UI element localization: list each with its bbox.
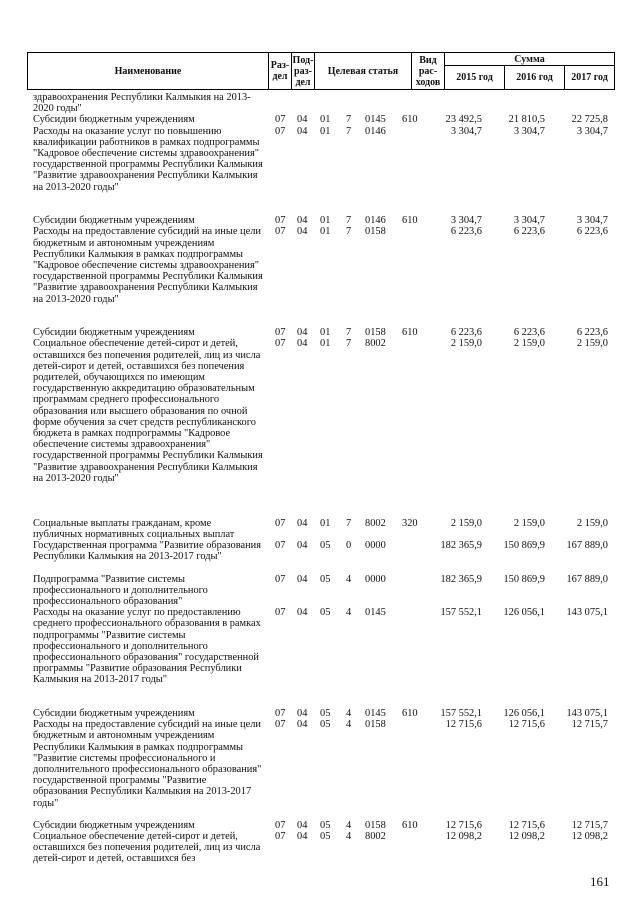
row-razdel: 07 bbox=[275, 226, 286, 238]
row-podrazdel: 04 bbox=[297, 719, 308, 731]
row-sum-2015: 2 159,0 bbox=[450, 338, 482, 350]
table-row bbox=[0, 327, 640, 338]
row-target-2: 7 bbox=[346, 215, 352, 227]
row-podrazdel: 04 bbox=[297, 215, 308, 227]
page-number: 161 bbox=[590, 874, 610, 889]
row-target-2: 4 bbox=[346, 607, 352, 619]
row-podrazdel: 04 bbox=[297, 819, 308, 831]
row-podrazdel: 04 bbox=[297, 338, 308, 350]
row-sum-2017: 2 159,0 bbox=[576, 338, 608, 350]
row-vid: 610 bbox=[402, 819, 418, 831]
row-razdel: 07 bbox=[275, 719, 286, 731]
row-name: Субсидии бюджетным учреждениям bbox=[33, 707, 195, 719]
row-sum-2015: 6 223,6 bbox=[450, 226, 482, 238]
row-sum-2016: 3 304,7 bbox=[513, 215, 545, 227]
row-sum-2015: 157 552,1 bbox=[440, 607, 482, 619]
row-target-1: 05 bbox=[320, 819, 331, 831]
row-sum-2015: 182 365,9 bbox=[440, 539, 482, 551]
row-sum-2016: 2 159,0 bbox=[513, 517, 545, 529]
row-target-1: 05 bbox=[320, 539, 331, 551]
row-razdel: 07 bbox=[275, 573, 286, 585]
table-row bbox=[0, 719, 640, 820]
row-name: здравоохранения Республики Калмыкия на 2013-2020 годы" bbox=[33, 92, 251, 115]
row-sum-2015: 2 159,0 bbox=[450, 517, 482, 529]
row-target-1: 01 bbox=[320, 125, 331, 137]
row-target-1: 01 bbox=[320, 226, 331, 238]
row-podrazdel: 04 bbox=[297, 573, 308, 585]
row-sum-2016: 150 869,9 bbox=[503, 539, 545, 551]
row-target-3: 0158 bbox=[365, 226, 386, 238]
row-name: Субсидии бюджетным учреждениям bbox=[33, 114, 195, 126]
row-target-3: 0145 bbox=[365, 114, 386, 126]
row-podrazdel: 04 bbox=[297, 831, 308, 843]
row-sum-2016: 2 159,0 bbox=[513, 338, 545, 350]
row-target-3: 0000 bbox=[365, 539, 386, 551]
row-razdel: 07 bbox=[275, 215, 286, 227]
row-target-1: 05 bbox=[320, 831, 331, 843]
table-row bbox=[0, 226, 640, 327]
row-name: Подпрограмма "Развитие системы профессионального и дополнительного профессионального образования" bbox=[33, 573, 208, 607]
table-row bbox=[0, 540, 640, 574]
row-sum-2017: 3 304,7 bbox=[576, 215, 608, 227]
row-vid: 320 bbox=[402, 517, 418, 529]
header-2017: 2017 год bbox=[565, 66, 615, 90]
row-razdel: 07 bbox=[275, 707, 286, 719]
row-target-3: 0000 bbox=[365, 573, 386, 585]
row-name: Социальное обеспечение детей-сирот и детей, оставшихся без попечения родителей, лиц из числа детей-сирот и детей, оставшихся без попечения родителей, обучающихся по имеющим государственную аккредитацию образовательным программам среднего профессионального образования или высшего образования по очной форме обучения за счет средств республиканского бюджета в рамках подпрограммы "Кадровое обеспечение системы здравоохранения" государственной программы Республики Калмыкия "Развитие здравоохранения Республики Калмыкия на 2013-2020 годы" bbox=[33, 338, 263, 484]
row-vid: 610 bbox=[402, 707, 418, 719]
row-target-3: 8002 bbox=[365, 517, 386, 529]
row-vid: 610 bbox=[402, 327, 418, 339]
row-podrazdel: 04 bbox=[297, 125, 308, 137]
row-name: Субсидии бюджетным учреждениям bbox=[33, 327, 195, 339]
row-target-3: 0145 bbox=[365, 607, 386, 619]
header-summa: Сумма bbox=[445, 53, 615, 66]
row-sum-2015: 182 365,9 bbox=[440, 573, 482, 585]
row-razdel: 07 bbox=[275, 831, 286, 843]
row-target-2: 7 bbox=[346, 226, 352, 238]
row-razdel: 07 bbox=[275, 607, 286, 619]
row-sum-2017: 6 223,6 bbox=[576, 327, 608, 339]
row-razdel: 07 bbox=[275, 539, 286, 551]
header-2015: 2015 год bbox=[445, 66, 505, 90]
table-row bbox=[0, 831, 640, 865]
table-row bbox=[0, 114, 640, 125]
table-row bbox=[0, 215, 640, 226]
row-sum-2016: 6 223,6 bbox=[513, 327, 545, 339]
header-name: Наименование bbox=[28, 53, 269, 90]
row-name: Субсидии бюджетным учреждениям bbox=[33, 215, 195, 227]
header-2016: 2016 год bbox=[505, 66, 565, 90]
row-name: Расходы на предоставление субсидий на иные цели бюджетным и автономным учреждениям Республики Калмыкия в рамках подпрограммы "Развитие системы профессионального и дополнительного профессионального образования" государственной программы "Развитие образования Республики Калмыкия на 2013-2017 годы" bbox=[33, 719, 262, 809]
row-sum-2017: 167 889,0 bbox=[566, 539, 608, 551]
row-sum-2017: 3 304,7 bbox=[576, 125, 608, 137]
row-target-1: 01 bbox=[320, 114, 331, 126]
table-row bbox=[0, 338, 640, 517]
row-sum-2015: 12 715,6 bbox=[445, 819, 482, 831]
row-target-1: 05 bbox=[320, 719, 331, 731]
header-podrazdel: Под-раз-дел bbox=[292, 54, 314, 88]
row-razdel: 07 bbox=[275, 517, 286, 529]
row-target-3: 0146 bbox=[365, 215, 386, 227]
row-name: Расходы на оказание услуг по предоставлению среднего профессионального образования в рамках подпрограммы "Развитие системы профессионального и дополнительного профессионального образования" государственной программы "Развитие образования Республики Калмыкия на 2013-2017 годы" bbox=[33, 607, 261, 686]
row-sum-2017: 2 159,0 bbox=[576, 517, 608, 529]
row-target-1: 01 bbox=[320, 215, 331, 227]
row-target-3: 0146 bbox=[365, 125, 386, 137]
row-target-2: 4 bbox=[346, 819, 352, 831]
row-target-3: 0145 bbox=[365, 707, 386, 719]
row-podrazdel: 04 bbox=[297, 707, 308, 719]
row-sum-2016: 12 715,6 bbox=[508, 819, 545, 831]
row-sum-2017: 143 075,1 bbox=[566, 607, 608, 619]
row-name: Социальные выплаты гражданам, кроме публичных нормативных социальных выплат bbox=[33, 517, 235, 540]
table-body bbox=[0, 92, 640, 865]
row-sum-2016: 6 223,6 bbox=[513, 226, 545, 238]
row-sum-2015: 12 098,2 bbox=[445, 831, 482, 843]
row-name: Расходы на предоставление субсидий на иные цели бюджетным и автономным учреждениям Республики Калмыкия в рамках подпрограммы "Кадровое обеспечение системы здравоохранения" государственной программы Республики Калмыкия "Развитие здравоохранения Республики Калмыкия на 2013-2020 годы" bbox=[33, 226, 263, 305]
table-row bbox=[0, 518, 640, 540]
row-target-2: 4 bbox=[346, 719, 352, 731]
row-target-2: 7 bbox=[346, 114, 352, 126]
row-target-3: 0158 bbox=[365, 327, 386, 339]
row-target-1: 05 bbox=[320, 607, 331, 619]
row-target-1: 05 bbox=[320, 707, 331, 719]
row-sum-2017: 22 725,8 bbox=[571, 114, 608, 126]
table-row bbox=[0, 126, 640, 216]
row-name: Субсидии бюджетным учреждениям bbox=[33, 819, 195, 831]
row-target-2: 4 bbox=[346, 831, 352, 843]
row-sum-2017: 143 075,1 bbox=[566, 707, 608, 719]
row-name: Социальное обеспечение детей-сирот и детей, оставшихся без попечения родителей, лиц из числа детей-сирот и детей, оставшихся без bbox=[33, 831, 261, 865]
table-row bbox=[0, 92, 640, 114]
row-sum-2015: 12 715,6 bbox=[445, 719, 482, 731]
row-vid: 610 bbox=[402, 114, 418, 126]
row-sum-2016: 12 715,6 bbox=[508, 719, 545, 731]
row-podrazdel: 04 bbox=[297, 539, 308, 551]
row-sum-2015: 157 552,1 bbox=[440, 707, 482, 719]
row-target-3: 0158 bbox=[365, 719, 386, 731]
row-sum-2015: 23 492,5 bbox=[445, 114, 482, 126]
row-sum-2017: 12 098,2 bbox=[571, 831, 608, 843]
table-row bbox=[0, 820, 640, 831]
row-podrazdel: 04 bbox=[297, 607, 308, 619]
row-target-2: 0 bbox=[346, 539, 352, 551]
header-razdel: Раз-дел bbox=[269, 53, 292, 90]
row-podrazdel: 04 bbox=[297, 517, 308, 529]
row-sum-2017: 12 715,7 bbox=[571, 819, 608, 831]
table-row bbox=[0, 574, 640, 608]
row-target-3: 0158 bbox=[365, 819, 386, 831]
row-sum-2016: 12 098,2 bbox=[508, 831, 545, 843]
row-name: Государственная программа "Развитие образования Республики Калмыкия на 2013-2017 годы" bbox=[33, 539, 262, 563]
row-sum-2016: 126 056,1 bbox=[503, 607, 545, 619]
row-sum-2015: 6 223,6 bbox=[450, 327, 482, 339]
row-sum-2016: 21 810,5 bbox=[508, 114, 545, 126]
row-sum-2017: 167 889,0 bbox=[566, 573, 608, 585]
row-sum-2015: 3 304,7 bbox=[450, 125, 482, 137]
row-razdel: 07 bbox=[275, 327, 286, 339]
row-target-2: 4 bbox=[346, 573, 352, 585]
row-target-2: 7 bbox=[346, 338, 352, 350]
row-target-1: 05 bbox=[320, 573, 331, 585]
row-target-2: 7 bbox=[346, 327, 352, 339]
row-sum-2017: 12 715,7 bbox=[571, 719, 608, 731]
row-podrazdel: 04 bbox=[297, 226, 308, 238]
row-target-2: 4 bbox=[346, 707, 352, 719]
table-row bbox=[0, 708, 640, 719]
row-target-2: 7 bbox=[346, 517, 352, 529]
row-sum-2016: 3 304,7 bbox=[513, 125, 545, 137]
row-razdel: 07 bbox=[275, 114, 286, 126]
row-sum-2015: 3 304,7 bbox=[450, 215, 482, 227]
row-name: Расходы на оказание услуг по повышению квалификации работников в рамках подпрограммы "Кадровое обеспечение системы здравоохранения" государственной программы Республики Калмыкия "Развитие здравоохранения Республики Калмыкия на 2013-2020 годы" bbox=[33, 125, 263, 193]
row-target-1: 01 bbox=[320, 327, 331, 339]
row-sum-2016: 126 056,1 bbox=[503, 707, 545, 719]
row-sum-2016: 150 869,9 bbox=[503, 573, 545, 585]
row-razdel: 07 bbox=[275, 819, 286, 831]
row-podrazdel: 04 bbox=[297, 114, 308, 126]
row-razdel: 07 bbox=[275, 125, 286, 137]
row-target-3: 8002 bbox=[365, 831, 386, 843]
row-target-1: 01 bbox=[320, 338, 331, 350]
header-celevaya: Целевая статья bbox=[315, 53, 412, 90]
row-razdel: 07 bbox=[275, 338, 286, 350]
row-target-2: 7 bbox=[346, 125, 352, 137]
row-target-3: 8002 bbox=[365, 338, 386, 350]
row-vid: 610 bbox=[402, 215, 418, 227]
table-header bbox=[27, 52, 615, 90]
header-vid: Вид рас-ходов bbox=[412, 53, 445, 90]
table-row bbox=[0, 607, 640, 708]
row-sum-2017: 6 223,6 bbox=[576, 226, 608, 238]
row-podrazdel: 04 bbox=[297, 327, 308, 339]
row-target-1: 01 bbox=[320, 517, 331, 529]
